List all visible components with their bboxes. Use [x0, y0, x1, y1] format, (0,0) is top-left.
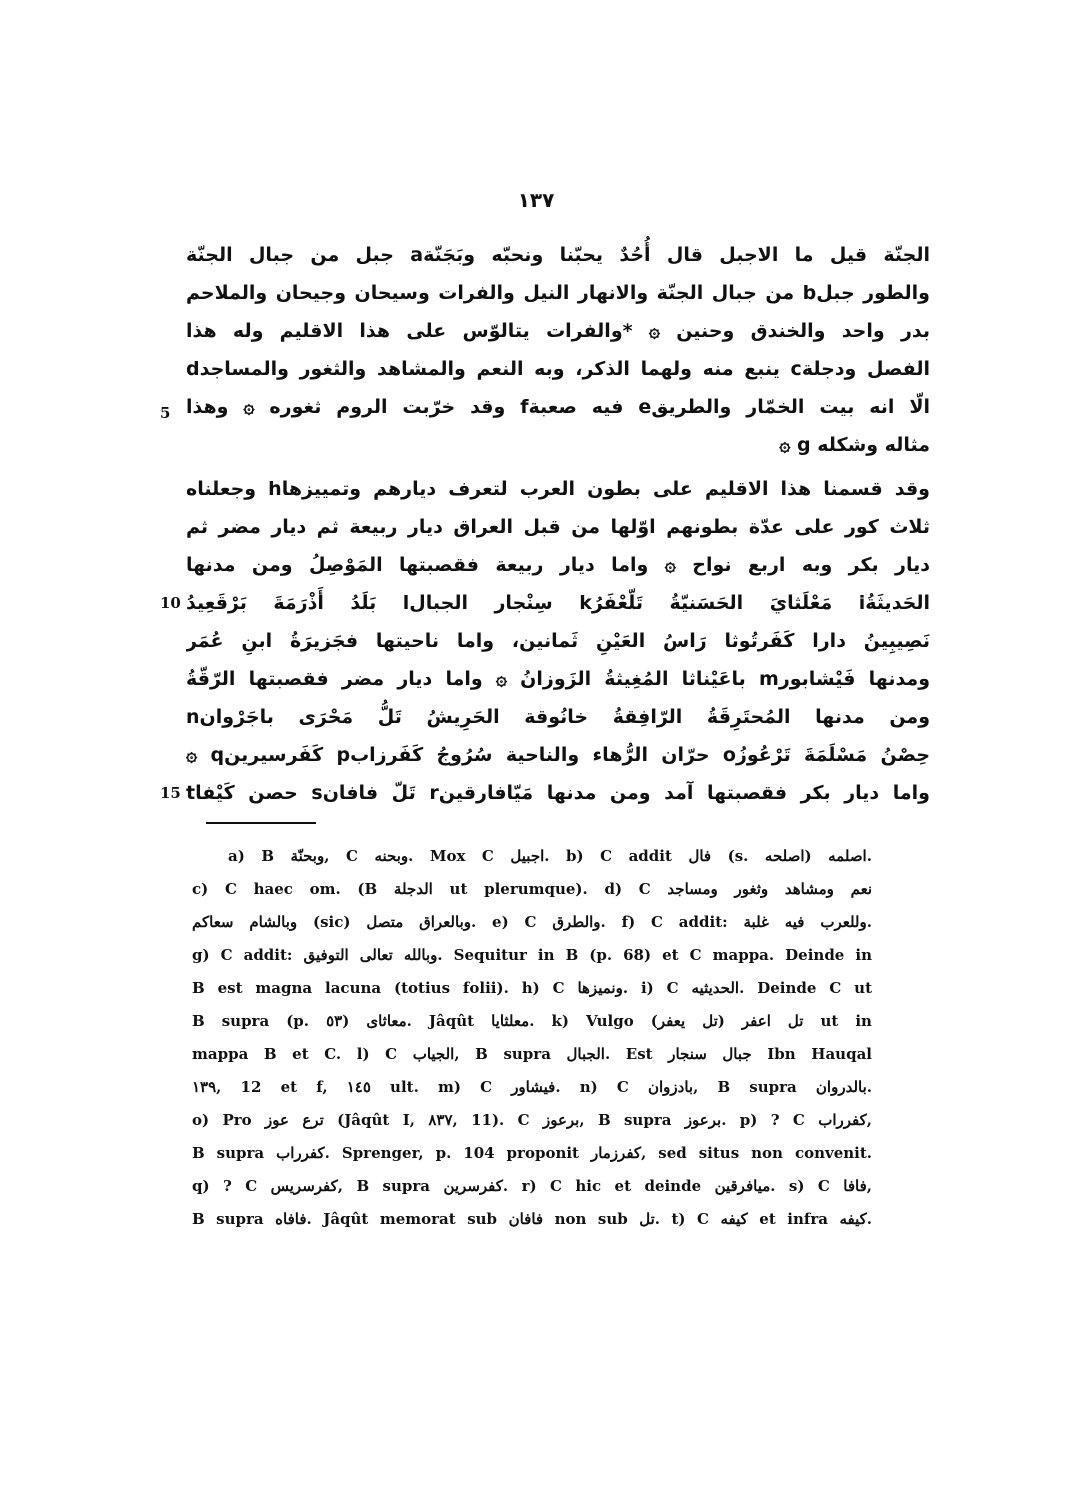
text-line: وقد قسمنا هذا الاقليم على بطون العرب لتعرف ديارهم وتمييزهاh وجعلناه — [186, 478, 930, 500]
line-number: 15 — [160, 784, 181, 802]
page-number: ١٣٧ — [517, 188, 555, 212]
text-line: واما ديار بكر فقصبتها آمد ومن مدنها مَيّافارقينr تَلّ فافانs حصن كَيْفاt — [186, 782, 930, 804]
footnote-line: B supra فافاه. Jâqût memorat sub فافان non sub تل. t) C كيفه et infra كيفه. — [192, 1210, 872, 1228]
footnote-line: a) B وبحنّة, C وبحنه. Mox C اجبيل. b) C addit فال (s. اصلحه) اصلمه. — [228, 847, 872, 865]
text-line: بدر واحد والخندق وحنين ۞ *والفرات يتالوّس على هذا الاقليم وله هذا — [186, 320, 930, 342]
text-line: حِصْنُ مَسْلَمَةَ تَرْعُوزُo حرّان الرُّهاء والناحية سُرُوجُ كَفَرزابp كَفَرسيرينq ۞ — [186, 744, 930, 766]
text-line: ديار بكر وبه اربع نواح ۞ واما ديار ربيعة فقصبتها المَوْصِلُ ومن مدنها — [186, 554, 930, 576]
footnote-line: q) ? C كفرسريس, B supra كفرسرين. r) C hic et deinde ميافرقين. s) C فافا, — [192, 1177, 872, 1195]
footnote-line: g) C addit: وبالله تعالى التوفيق. Sequitur in B (p. 68) et C mappa. Deinde in — [192, 946, 872, 964]
text-line: مثاله وشكله g ۞ — [779, 434, 930, 456]
text-line: الفصل ودجلةc ينبع منه ولهما الذكر، وبه النعم والمشاهد والثغور والمساجدd — [186, 358, 930, 380]
footnote-line: B est magna lacuna (totius folii). h) C ونميزها. i) C الحديثيه. Deinde C ut — [192, 979, 872, 997]
footnote-divider — [206, 822, 316, 824]
footnote-line: o) Pro ترع عوز (Jâqût I, ٨٣٧, 11). C برعوز, B supra برعوز. p) ? C كفرراب, — [192, 1111, 872, 1129]
text-line: والطور جبلb من جبال الجنّة والانهار النيل والفرات وسيحان وجيحان والملاحم — [186, 282, 930, 304]
footnote-line: ١٣٩, 12 et f, ١٤٥ ult. m) C فيشاور. n) C بادزوان, B supra بالدروان. — [192, 1078, 872, 1096]
text-line: الّا انه بيت الخمّار والطريقe فيه صعبةf وقد خرّبت الروم ثغوره ۞ وهذا — [186, 396, 930, 418]
footnote-line: mappa B et C. l) C الجياب, B supra الجبال. Est جبال سنجار Ibn Hauqal — [192, 1045, 872, 1063]
text-line: نَصِيبِينُ دارا كَفَرتُوثا رَاسُ العَيْنِ ثَمانين، واما ناحيتها فجَزيرَةُ ابنِ عُمَر — [186, 630, 930, 652]
arabic-paragraph-1 — [186, 236, 930, 464]
text-line: ومدنها فَيْشابورm باعَيْناثا المُغِيثةُ الزَوزانُ ۞ واما ديار مضر فقصبتها الرّقّةُ — [186, 668, 930, 690]
footnote-line: B supra (p. ٥٣) معاثاى. Jâqût معلثايا. k) Vulgo (تل يعفر) تل اعفر ut in — [192, 1012, 872, 1030]
text-line: ثلاث كور على عدّة بطونهم اوّلها من قبل العراق ديار ربيعة ثم ديار مضر ثم — [186, 516, 930, 538]
text-line: ومن مدنها المُحتَرِقَةُ الرّافِقةُ خانُوقة الحَرِيشُ تَلُّ مَحْرَى باجَرْوانn — [186, 706, 930, 728]
text-line: الجنّة قيل ما الاجبل قال أُحُدٌ يحبّنا ونحبّه وبَجَنّةa جبل من جبال الجنّة — [186, 244, 930, 266]
footnotes — [192, 840, 872, 1236]
footnote-line: c) C haec om. (B الدجلة ut plerumque). d) C نعم ومشاهد وثغور ومساجد — [192, 880, 872, 898]
line-number: 10 — [160, 594, 181, 612]
footnote-line: B supra كفرراب. Sprenger, p. 104 proponit كفرزمار, sed situs non convenit. — [192, 1144, 872, 1162]
line-number: 5 — [160, 404, 171, 422]
text-line: الحَديثَةُi مَعْلَثايَ الحَسَنيّةُ تَلّعْفَرُk سِنْجار الجبالl بَلَدُ أَذْرَمَةَ بَرْقَعِيدُ — [186, 592, 930, 614]
footnote-line: وبالشام سعاكم (sic) وبالعراق متصل. e) C والطرق. f) C addit: وللعرب فيه غلبة. — [192, 913, 872, 931]
arabic-paragraph-2 — [186, 470, 930, 812]
